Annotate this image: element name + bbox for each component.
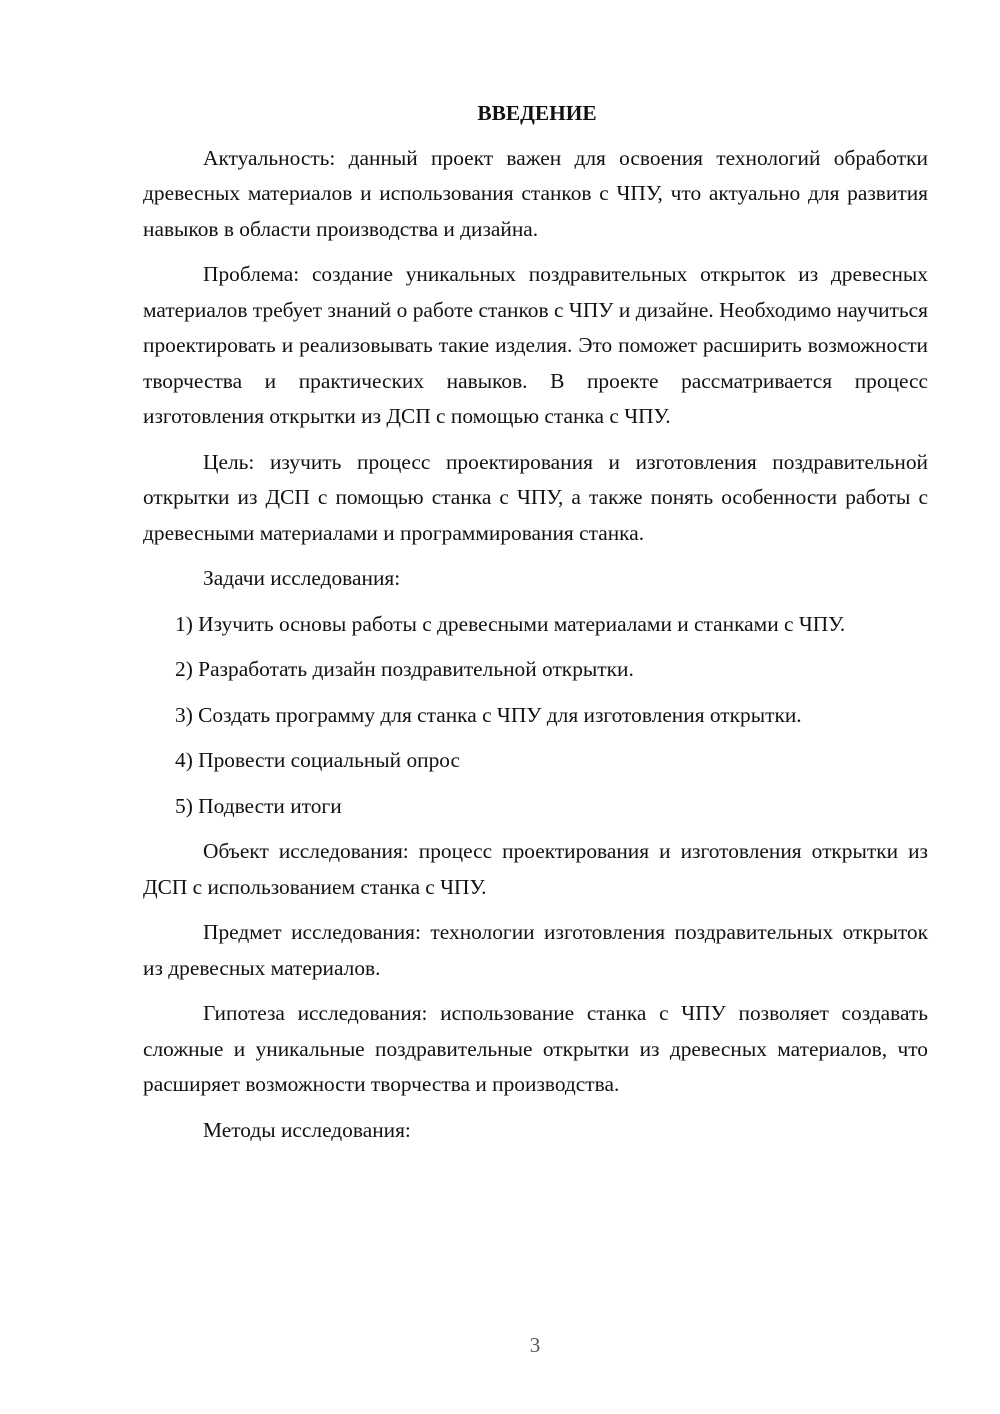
paragraph-goal: Цель: изучить процесс проектирования и изготовления поздравительной открытки из ДСП с помощью станка с ЧПУ, а также понять особенности работы с древесными материалами и программирования станка. [143,449,928,545]
task-item-4: 4) Провести социальный опрос [175,748,461,772]
paragraph-object: Объект исследования: процесс проектирования и изготовления открытки из ДСП с использованием станка с ЧПУ. [143,839,928,899]
methods-title: Методы исследования: [203,1117,411,1142]
task-item-5: 5) Подвести итоги [175,793,342,818]
paragraph-subject: Предмет исследования: технологии изготовления поздравительных открыток из древесных материалов. [143,920,928,980]
tasks-title: Задачи исследования: [203,566,401,590]
page-number: 3 [529,1333,541,1357]
task-item-2: 2) Разработать дизайн поздравительной открытки. [175,657,634,681]
paragraph-hypothesis: Гипотеза исследования: использование станка с ЧПУ позволяет создавать сложные и уникальные поздравительные открытки из древесных материалов, что расширяет возможности творчества и производства. [143,1001,928,1096]
task-item-3: 3) Создать программу для станка с ЧПУ для изготовления открытки. [175,702,802,727]
paragraph-problem: Проблема: создание уникальных поздравительных открыток из древесных материалов требует знаний о работе станков с ЧПУ и дизайне. Необходимо научиться проектировать и реализовывать такие изделия. Это поможет расширить возможности творчества и практических навыков. В проекте рассматривается процесс изготовления открытки из ДСП с помощью станка с ЧПУ. [143,262,928,428]
section-heading: ВВЕДЕНИЕ [477,101,597,125]
paragraph-relevance: Актуальность: данный проект важен для освоения технологий обработки древесных материалов и использования станков с ЧПУ, что актуально для развития навыков в области производства и дизайна. [143,145,928,241]
task-item-1: 1) Изучить основы работы с древесными материалами и станками с ЧПУ. [175,611,846,636]
page-content [143,96,928,1158]
